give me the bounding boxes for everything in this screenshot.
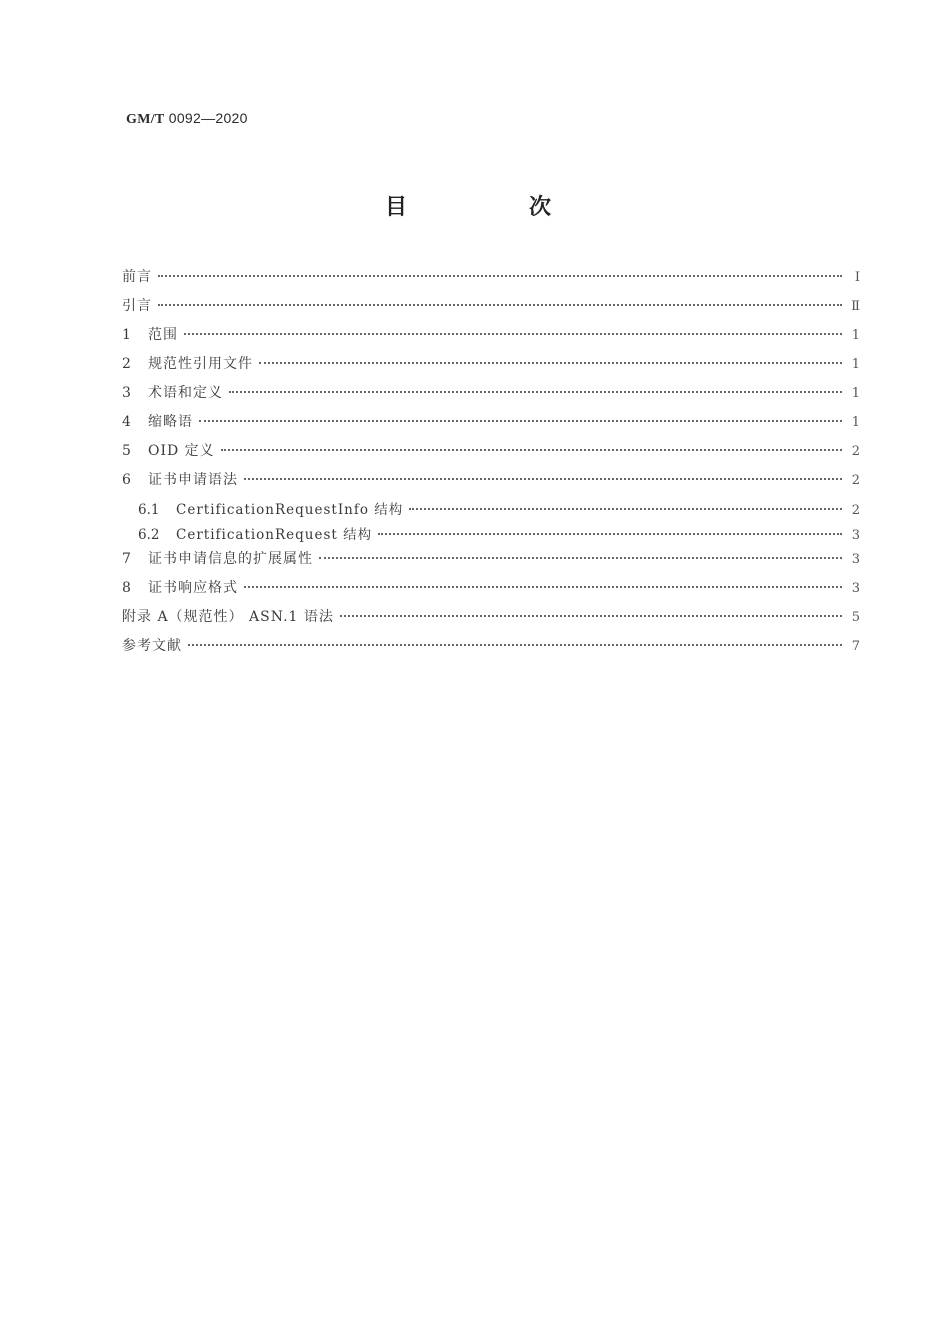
toc-entry-6-2[interactable] [122,523,860,548]
toc-page: 3 [851,581,860,596]
toc-label: CertificationRequest 结构 [176,527,373,543]
toc-entry-2[interactable] [122,353,860,382]
toc-label: 范围 [148,327,178,343]
toc-entry-7[interactable] [122,548,860,577]
toc-entry-3[interactable] [122,382,860,411]
toc-label: 规范性引用文件 [148,356,253,372]
toc-number: 4 [122,414,131,430]
page-title: 目 次 [384,195,601,220]
toc-leader [229,391,842,393]
toc-leader [199,420,842,422]
toc-entry-1[interactable] [122,324,860,353]
toc-number: 5 [122,443,131,459]
toc-label: 证书响应格式 [148,580,238,596]
toc-leader [409,508,842,510]
toc-page: 3 [851,528,860,543]
toc-leader [340,615,842,617]
toc-entry-6-1[interactable] [122,498,860,523]
toc-label: OID 定义 [148,443,215,459]
toc-label: 证书申请信息的扩展属性 [148,551,313,567]
toc-number: 1 [122,327,131,343]
toc-label: 前言 [122,269,152,285]
toc-label: 缩略语 [148,414,193,430]
toc-label: 术语和定义 [148,385,223,401]
toc-leader [378,533,842,535]
toc-page: 1 [851,386,860,401]
toc-page: 3 [851,552,860,567]
toc-label: 附录 A（规范性） ASN.1 语法 [122,609,334,625]
standard-code [126,110,248,128]
toc-number: 8 [122,580,131,596]
toc-entry-5[interactable] [122,440,860,469]
standard-number: 0092—2020 [168,110,248,126]
toc-page: Ⅱ [851,299,860,314]
toc-label: CertificationRequestInfo 结构 [176,502,404,518]
toc-entry-6[interactable] [122,469,860,498]
toc-number: 7 [122,551,131,567]
toc-entry-foreword[interactable] [122,266,860,295]
toc-leader [158,275,842,277]
toc-entry-4[interactable] [122,411,860,440]
toc-page: 2 [851,444,860,459]
toc-leader [259,362,842,364]
toc-leader [244,586,842,588]
toc-entry-appendix-a[interactable] [122,606,860,635]
toc-entry-introduction[interactable] [122,295,860,324]
toc-label: 参考文献 [122,638,182,654]
toc-entry-bibliography[interactable] [122,635,860,664]
toc-page: Ⅰ [854,270,860,285]
toc-leader [184,333,842,335]
table-of-contents [122,266,860,664]
toc-label: 引言 [122,298,152,314]
toc-number: 6.2 [138,527,160,543]
toc-page: 7 [851,639,860,654]
toc-number: 6 [122,472,131,488]
toc-label: 证书申请语法 [148,472,238,488]
toc-number: 3 [122,385,131,401]
toc-leader [221,449,842,451]
standard-prefix: GM/T [126,112,165,127]
toc-page: 1 [851,357,860,372]
toc-leader [158,304,842,306]
toc-page: 1 [851,415,860,430]
toc-number: 6.1 [138,502,160,518]
toc-page: 2 [851,503,860,518]
toc-page: 2 [851,473,860,488]
toc-leader [319,557,842,559]
toc-number: 2 [122,356,131,372]
toc-leader [244,478,842,480]
toc-page: 1 [851,328,860,343]
toc-leader [188,644,842,646]
toc-entry-8[interactable] [122,577,860,606]
toc-page: 5 [851,610,860,625]
